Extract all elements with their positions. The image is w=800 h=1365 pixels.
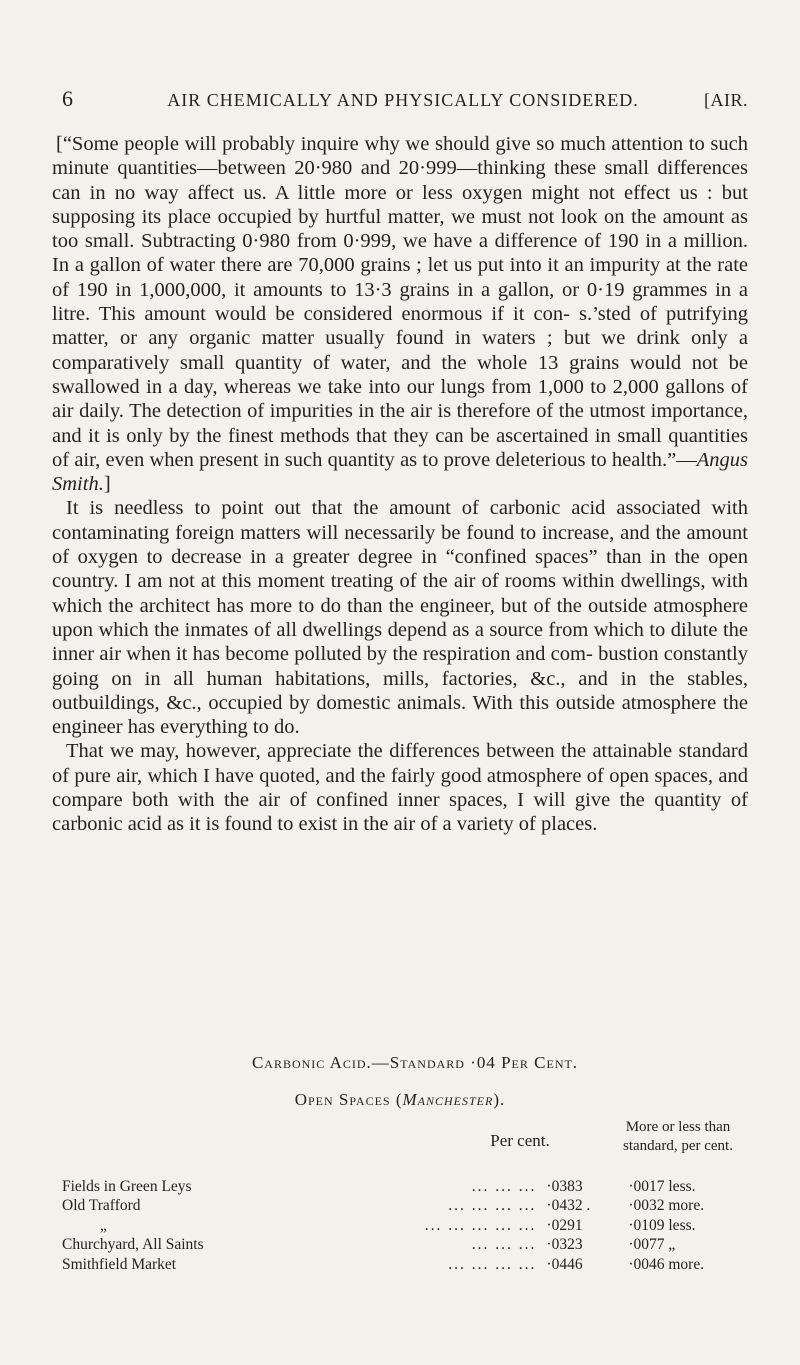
table-title: Carbonic Acid.—Standard ·04 Per Cent. [251,1053,579,1072]
leader-dots: ... ... ... ... ... [424,1216,537,1234]
table-subtitle [0,1090,800,1110]
quote-close: ] [103,473,111,496]
carbonic-acid-table [62,1177,782,1275]
subtitle-prefix: Open Spaces ( [294,1090,403,1109]
table-row [62,1236,782,1256]
difference-cell: ·0077 „ [628,1236,676,1254]
quote-author: Angus Smith. [52,448,748,496]
percent-cell: ·0432 . [546,1197,591,1215]
column-header-difference-line2: standard, per cent. [623,1138,733,1154]
percent-cell: ·0323 [546,1236,583,1254]
column-header-difference [578,1118,778,1156]
place-cell: Smithfield Market [62,1255,177,1273]
percent-cell: ·0291 [546,1216,583,1234]
table-row [62,1197,782,1217]
percent-cell: ·0383 [546,1177,583,1195]
leader-dots: ... ... ... ... [448,1197,537,1215]
column-header-difference-line1: More or less than [625,1119,731,1135]
place-cell: „ [100,1216,107,1234]
subtitle-place: Manchester [402,1090,494,1109]
paragraph: That we may, however, appreciate the differences between the attainable standard of pure air, which I have quoted, and the fairly good atmosphere of open spaces, and compare both with the air of confined inner spaces, I will give the quantity of carbonic acid as it is found to exist in the air of a variety of places. [52,740,748,836]
quote-text: [“Some people will probably inquire why we should give so much attention to such minute quantities—between 20·980 and 20·999—thinking these small differences can in no way affect us. A little more or less oxygen might not effect us : but supposing its place occupied by hurtful matter, we must not look on the amount as too small. Subtracting 0·980 from 0·999, we have a difference of 190 in a million. In a gallon of water there are 70,000 grains ; let us put into it an impurity at the rate of 190 in 1,000,000, it amounts to 13·3 grains in a gallon, or 0·19 grammes in a litre. This amount would be considered enormous if it con- s.’sted of putrifying matter, or any organic matter usually found in waters ; but we drink only a comparatively small quantity of water, and the whole 13 grains would not be swallowed in a day, whereas we take into our lungs from 1,000 to 2,000 gallons of air daily. The detection of impurities in the air is therefore of the utmost importance, and it is only by the finest methods that they can be ascertained in small quantities of air, even when present in such quantity as to prove deleterious to health.”— [52,133,748,471]
page-number: 6 [62,86,74,111]
percent-cell: ·0446 [546,1255,583,1273]
difference-cell: ·0017 less. [628,1177,696,1195]
paragraph: It is needless to point out that the amount of carbonic acid associated with contaminating foreign matters will necessarily be found to increase, and the amount of oxygen to decrease in a greater degree in “confined spaces” than in the open country. I am not at this moment treating of the air of rooms within dwellings, with which the architect has more to do than the engineer, but of the outside atmosphere upon which the inmates of all dwellings depend as a source from which to dilute the inner air when it has become polluted by the respiration and com- bustion constantly going on in all human habitations, mills, factories, &c., and in the stables, outbuildings, &c., occupied by domestic animals. With this outside atmosphere the engineer has everything to do. [52,497,748,739]
place-cell: Fields in Green Leys [62,1177,192,1195]
subtitle-suffix: ). [493,1090,506,1109]
leader-dots: ... ... ... [471,1177,537,1195]
page-header [62,86,748,112]
leader-dots: ... ... ... [471,1236,537,1254]
table-row [62,1255,782,1275]
table-row [62,1177,782,1197]
place-cell: Old Trafford [62,1197,141,1215]
paragraph-quote [52,132,748,496]
column-header-percent: Per cent. [490,1131,550,1150]
place-cell: Churchyard, All Saints [62,1236,204,1254]
body-text [52,132,748,837]
section-tag: [AIR. [704,90,748,110]
difference-cell: ·0046 more. [628,1255,705,1273]
leader-dots: ... ... ... ... [448,1255,537,1273]
table-row [62,1216,782,1236]
difference-cell: ·0032 more. [628,1197,705,1215]
running-head: AIR CHEMICALLY AND PHYSICALLY CONSIDERED. [167,90,639,110]
difference-cell: ·0109 less. [628,1216,696,1234]
